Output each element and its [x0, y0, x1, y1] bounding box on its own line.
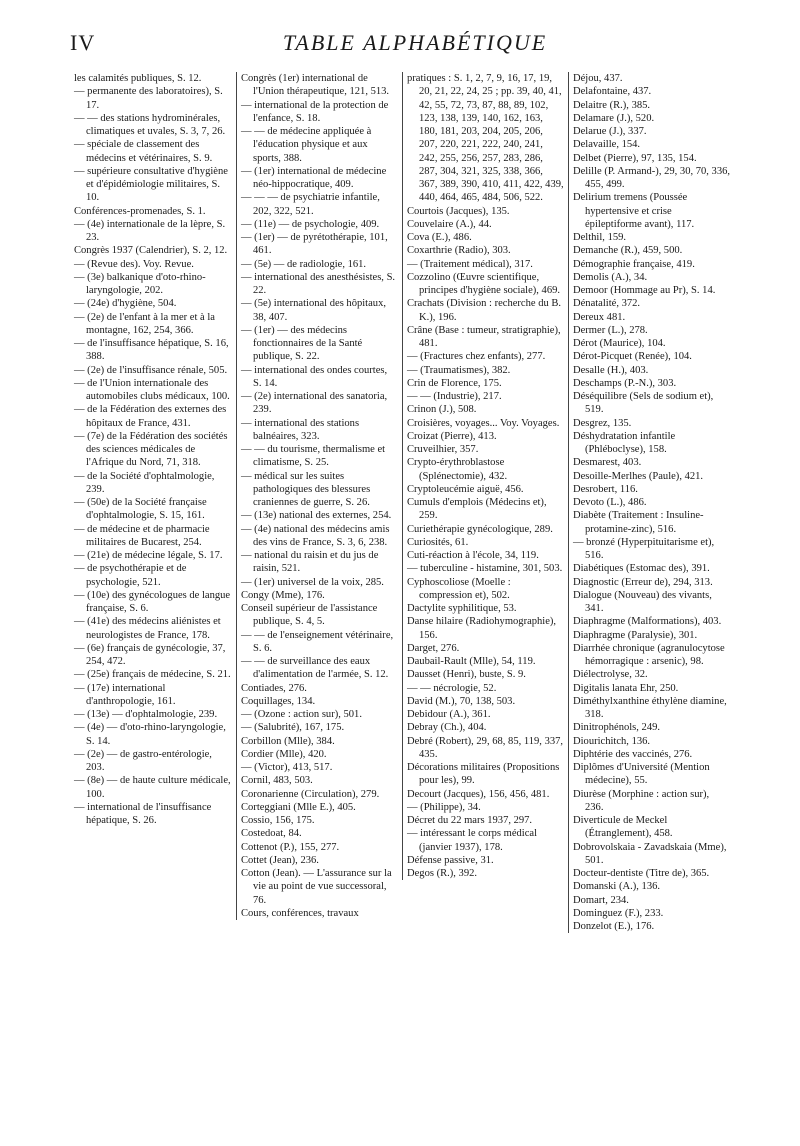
index-entry: Congy (Mme), 176. [241, 589, 325, 601]
index-entry: Diméthylxanthine éthylène diamine, 318. [573, 695, 727, 720]
index-entry: Diagnostic (Erreur de), 294, 313. [573, 576, 713, 588]
index-column-2 [236, 72, 402, 920]
index-entry: pratiques : S. 1, 2, 7, 9, 16, 17, 19, 20, 21, 22, 24, 25 ; pp. 39, 40, 41, 42, 55, 72, 73, 87, 88, 89, 102, 123, 138, 139, 140, 162, 163, 180, 181, 203, 204, 205, 206, 207, 220, 221, 222, 240, 241, 242, 255, 256, 257, 283, 286, 287, 304, 321, 325, 338, 366, 367, 389, 390, 410, 411, 422, 439, 440, 464, 465, 484, 506, 522. [407, 73, 564, 204]
index-entry: Daubail-Rault (Mlle), 54, 119. [407, 656, 536, 667]
index-entry: Congrès (1er) international de l'Union thérapeutique, 121, 513. [241, 73, 390, 98]
index-entry: Cours, conférences, travaux [241, 907, 359, 919]
index-entry: Conseil supérieur de l'assistance publique, S. 4, 5. [241, 603, 378, 628]
index-entry: Croisières, voyages... Voy. Voyages. [407, 417, 560, 429]
index-entry: Couvelaire (A.), 44. [407, 218, 492, 230]
index-entry: Desgrez, 135. [573, 417, 632, 429]
index-entry: Diabète (Traitement : Insuline-protamine-zinc), 516. [573, 510, 704, 535]
index-entry: — (1er) international de médecine néo-hippocratique, 409. [241, 165, 387, 190]
index-entry: — — du tourisme, thermalisme et climatisme, S. 25. [241, 444, 386, 469]
index-entry: Docteur-dentiste (Titre de), 365. [573, 868, 710, 879]
index-entry: — de la Fédération des externes des hôpitaux de France, 431. [74, 404, 227, 429]
index-entry: — — (Industrie), 217. [407, 391, 502, 402]
index-entry: Déshydratation infantile (Phléboclyse), 158. [573, 430, 676, 455]
index-entry: — (Revue des). Voy. Revue. [74, 258, 194, 270]
index-entry: — permanente des laboratoires), S. 17. [74, 86, 223, 111]
index-entry: — bronzé (Hyperpituitarisme et), 516. [573, 536, 715, 561]
index-entry: Coquillages, 134. [241, 695, 316, 707]
index-entry: Darget, 276. [407, 642, 460, 654]
index-entry: Degos (R.), 392. [407, 868, 478, 879]
index-entry: Curiethérapie gynécologique, 289. [407, 523, 553, 535]
index-entry: Dominguez (F.), 233. [573, 907, 664, 919]
index-entry: Curiosités, 61. [407, 536, 469, 548]
index-entry: Domanski (A.), 136. [573, 881, 661, 893]
index-entry: — (10e) des gynécologues de langue française, S. 6. [74, 589, 231, 614]
index-entry: Dialogue (Nouveau) des vivants, 341. [573, 589, 712, 614]
index-columns [70, 72, 760, 1072]
index-entry: Demanche (R.), 459, 500. [573, 245, 683, 257]
page-number: IV [70, 30, 96, 55]
index-entry: — de la Société d'ophtalmologie, 239. [74, 470, 215, 495]
index-entry: — (21e) de médecine légale, S. 17. [74, 550, 223, 561]
index-entry: Cornil, 483, 503. [241, 775, 313, 787]
index-entry: Cruveilhier, 357. [407, 444, 479, 455]
index-entry: Delamare (J.), 520. [573, 112, 655, 124]
index-entry: Crypto-érythroblastose (Splénectomie), 432. [407, 457, 508, 482]
index-entry: Desrobert, 116. [573, 483, 638, 495]
index-entry: Diaphragme (Malformations), 403. [573, 616, 722, 628]
index-entry: — (8e) — de haute culture médicale, 100. [74, 775, 231, 800]
index-entry: Dérot-Picquet (Renée), 104. [573, 351, 692, 363]
index-entry: — (Ozone : action sur), 501. [241, 709, 362, 720]
index-entry: Debidour (A.), 361. [407, 709, 491, 720]
index-entry: Diphtérie des vaccinés, 276. [573, 748, 693, 760]
index-entry: Deschamps (P.-N.), 303. [573, 377, 677, 389]
index-entry: Diourichitch, 136. [573, 735, 651, 747]
index-entry: — international des anesthésistes, S. 22. [241, 271, 396, 296]
index-entry: — médical sur les suites pathologiques des blessures craniennes de guerre, S. 26. [241, 470, 371, 508]
index-entry: Desalle (H.), 403. [573, 364, 649, 376]
index-entry: Cotton (Jean). — L'assurance sur la vie au point de vue successoral, 76. [241, 868, 392, 906]
index-entry: Coronarienne (Circulation), 279. [241, 788, 380, 800]
index-entry: — — de médecine appliquée à l'éducation physique et aux sports, 388. [241, 126, 372, 164]
index-entry: Courtois (Jacques), 135. [407, 205, 510, 217]
index-entry: Diélectrolyse, 32. [573, 669, 648, 681]
index-entry: Delafontaine, 437. [573, 86, 652, 98]
index-entry: — intéressant le corps médical (janvier 1937), 178. [407, 828, 538, 853]
index-entry: Delarue (J.), 337. [573, 126, 647, 137]
index-entry: Cumuls d'emplois (Médecins et), 259. [407, 497, 547, 522]
index-entry: Démographie française, 419. [573, 258, 695, 270]
index-entry: — — de surveillance des eaux d'alimentation de l'armée, S. 12. [241, 656, 389, 681]
index-entry: Demoor (Hommage au Pr), S. 14. [573, 285, 716, 296]
index-entry: — (11e) — de psychologie, 409. [241, 218, 380, 230]
index-entry: Corbillon (Mlle), 384. [241, 735, 335, 747]
index-entry: — international des stations balnéaires, 323. [241, 417, 360, 442]
index-entry: Desmarest, 403. [573, 457, 642, 469]
index-entry: — (25e) français de médecine, S. 21. [74, 669, 231, 681]
index-entry: — (4e) internationale de la lèpre, S. 23. [74, 218, 226, 243]
index-entry: Devoto (L.), 486. [573, 497, 647, 508]
index-entry: Dermer (L.), 278. [573, 324, 648, 336]
index-entry: Delirium tremens (Poussée hypertensive et crise épileptiforme avant), 117. [573, 192, 695, 230]
index-entry: — international des ondes courtes, S. 14. [241, 364, 388, 389]
index-entry: Danse hilaire (Radiohymographie), 156. [407, 616, 557, 641]
index-entry: — (Salubrité), 167, 175. [241, 722, 345, 734]
index-entry: Cottet (Jean), 236. [241, 854, 319, 866]
index-entry: Desoille-Merlhes (Paule), 421. [573, 470, 704, 482]
index-entry: — (50e) de la Société française d'ophtalmologie, S. 15, 161. [74, 497, 207, 522]
index-entry: Crin de Florence, 175. [407, 377, 502, 389]
index-entry: — (7e) de la Fédération des sociétés des sciences médicales de l'Afrique du Nord, 71, 318. [74, 430, 228, 469]
index-entry: Décret du 22 mars 1937, 297. [407, 815, 533, 826]
index-entry: — (4e) — d'oto-rhino-laryngologie, S. 14. [74, 722, 226, 747]
index-entry: Delthil, 159. [573, 232, 627, 243]
index-entry: — (13e) national des externes, 254. [241, 510, 392, 522]
index-entry: Corteggiani (Mlle E.), 405. [241, 801, 356, 813]
index-entry: Déjou, 437. [573, 73, 623, 84]
index-entry: Cordier (Mlle), 420. [241, 748, 327, 760]
index-entry: Cuti-réaction à l'école, 34, 119. [407, 550, 539, 561]
index-entry: Delille (P. Armand-), 29, 30, 70, 336, 455, 499. [573, 165, 731, 190]
index-entry: Dobrovolskaia - Zavadskaia (Mme), 501. [573, 841, 727, 866]
index-entry: — — de l'enseignement vétérinaire, S. 6. [241, 629, 394, 654]
index-column-1 [70, 72, 236, 827]
index-entry: — (Fractures chez enfants), 277. [407, 351, 546, 363]
index-entry: Debray (Ch.), 404. [407, 722, 487, 734]
index-entry: — (1er) universel de la voix, 285. [241, 576, 384, 588]
index-entry: — — — de psychiatrie infantile, 202, 322, 521. [241, 192, 380, 217]
index-entry: Conférences-promenades, S. 1. [74, 205, 206, 217]
index-entry: Dinitrophénols, 249. [573, 722, 661, 734]
index-entry: — (Philippe), 34. [407, 801, 481, 813]
index-entry: Contiades, 276. [241, 682, 307, 694]
index-entry: — (2e) — de gastro-entérologie, 203. [74, 748, 212, 773]
index-entry: Diplômes d'Université (Mention médecine), 55. [573, 762, 710, 787]
index-entry: Diabétiques (Estomac des), 391. [573, 563, 710, 575]
index-entry: — (2e) de l'enfant à la mer et à la montagne, 162, 254, 366. [74, 311, 215, 336]
index-entry: — international de la protection de l'enfance, S. 18. [241, 99, 389, 124]
index-entry: — (1er) — de pyrétothérapie, 101, 461. [241, 232, 388, 257]
index-entry: — (3e) balkanique d'oto-rhino-laryngologie, 202. [74, 271, 206, 296]
index-entry: Cova (E.), 486. [407, 232, 472, 243]
index-entry: — (Victor), 413, 517. [241, 762, 333, 773]
index-entry: Debré (Robert), 29, 68, 85, 119, 337, 435. [407, 735, 564, 760]
index-entry: — de médecine et de pharmacie militaires de Bucarest, 254. [74, 523, 210, 548]
index-entry: les calamités publiques, S. 12. [74, 73, 202, 84]
index-entry: — spéciale de classement des médecins et vétérinaires, S. 9. [74, 139, 213, 164]
index-entry: Coxarthrie (Radio), 303. [407, 245, 511, 257]
index-entry: — — nécrologie, 52. [407, 682, 497, 694]
index-column-3 [402, 72, 568, 880]
index-column-4 [568, 72, 734, 933]
index-entry: — (Traumatismes), 382. [407, 364, 511, 376]
index-entry: Delbet (Pierre), 97, 135, 154. [573, 152, 697, 164]
index-entry: — (Traitement médical), 317. [407, 258, 533, 270]
index-entry: — supérieure consultative d'hygiène et d'épidémiologie militaires, S. 10. [74, 165, 228, 204]
index-entry: Cyphoscoliose (Moelle : compression et), 502. [407, 576, 511, 601]
index-entry: — international de l'insuffisance hépatique, S. 26. [74, 801, 212, 826]
index-entry: — (6e) français de gynécologie, 37, 254, 472. [74, 642, 226, 667]
index-entry: Dérot (Maurice), 104. [573, 338, 666, 349]
index-entry: Diverticule de Meckel (Étranglement), 458. [573, 815, 673, 840]
index-entry: — de l'Union internationale des automobiles clubs médicaux, 100. [74, 377, 230, 402]
page-header [70, 30, 760, 70]
index-entry: — de l'insuffisance hépatique, S. 16, 388. [74, 338, 229, 363]
index-entry: — (1er) — des médecins fonctionnaires de la Santé publique, S. 22. [241, 324, 363, 363]
index-entry: David (M.), 70, 138, 503. [407, 695, 516, 707]
index-entry: Décorations militaires (Propositions pour les), 99. [407, 762, 560, 787]
index-entry: Congrès 1937 (Calendrier), S. 2, 12. [74, 245, 228, 257]
index-entry: Dactylite syphilitique, 53. [407, 603, 517, 614]
page-title: TABLE ALPHABÉTIQUE [282, 30, 548, 55]
index-entry: — (13e) — d'ophtalmologie, 239. [74, 709, 218, 720]
index-entry: Déséquilibre (Sels de sodium et), 519. [573, 391, 714, 416]
index-entry: Crinon (J.), 508. [407, 404, 477, 416]
index-entry: Crâne (Base : tumeur, stratigraphie), 481. [407, 324, 561, 349]
index-entry: Donzelot (E.), 176. [573, 921, 655, 932]
index-entry: — — des stations hydrominérales, climatiques et uvales, S. 3, 7, 26. [74, 112, 226, 137]
index-entry: Digitalis lanata Ehr, 250. [573, 682, 679, 694]
index-entry: Cryptoleucémie aiguë, 456. [407, 483, 524, 495]
index-entry: Diurèse (Morphine : action sur), 236. [573, 788, 710, 813]
index-entry: Cossio, 156, 175. [241, 815, 315, 826]
index-entry: — (24e) d'hygiène, 504. [74, 298, 177, 310]
index-entry: Crachats (Division : recherche du B. K.), 196. [407, 298, 562, 323]
index-entry: — (41e) des médecins aliénistes et neurologistes de France, 178. [74, 616, 221, 641]
index-entry: Costedoat, 84. [241, 828, 302, 840]
index-entry: — (5e) international des hôpitaux, 38, 407. [241, 298, 386, 323]
index-entry: Dausset (Henri), buste, S. 9. [407, 669, 526, 681]
index-entry: — national du raisin et du jus de raisin, 521. [241, 550, 379, 575]
index-entry: — de psychothérapie et de psychologie, 521. [74, 563, 187, 588]
index-entry: Decourt (Jacques), 156, 456, 481. [407, 788, 550, 800]
index-entry: — tuberculine - histamine, 301, 503. [407, 563, 563, 575]
index-entry: Domart, 234. [573, 894, 629, 906]
index-entry: Demolis (A.), 34. [573, 271, 648, 283]
index-entry: Delaitre (R.), 385. [573, 99, 651, 111]
index-entry: Défense passive, 31. [407, 854, 494, 866]
index-entry: — (4e) national des médecins amis des vins de France, S. 3, 6, 238. [241, 523, 390, 548]
index-entry: Cozzolino (Œuvre scientifique, principes d'hygiène sociale), 469. [407, 271, 561, 296]
index-entry: Diaphragme (Paralysie), 301. [573, 629, 698, 641]
index-entry: — (2e) de l'insuffisance rénale, 505. [74, 364, 228, 376]
index-entry: Dénatalité, 372. [573, 298, 641, 310]
index-entry: Diarrhée chronique (agranulocytose hémorragique : arsenic), 98. [573, 642, 725, 667]
index-entry: Cottenot (P.), 155, 277. [241, 841, 340, 853]
index-entry: — (2e) international des sanatoria, 239. [241, 391, 388, 416]
index-entry: — (17e) international d'anthropologie, 161. [74, 682, 176, 707]
index-entry: — (5e) — de radiologie, 161. [241, 258, 367, 270]
index-entry: Delavaille, 154. [573, 139, 641, 151]
index-entry: Croizat (Pierre), 413. [407, 430, 497, 442]
index-entry: Dereux 481. [573, 311, 626, 323]
